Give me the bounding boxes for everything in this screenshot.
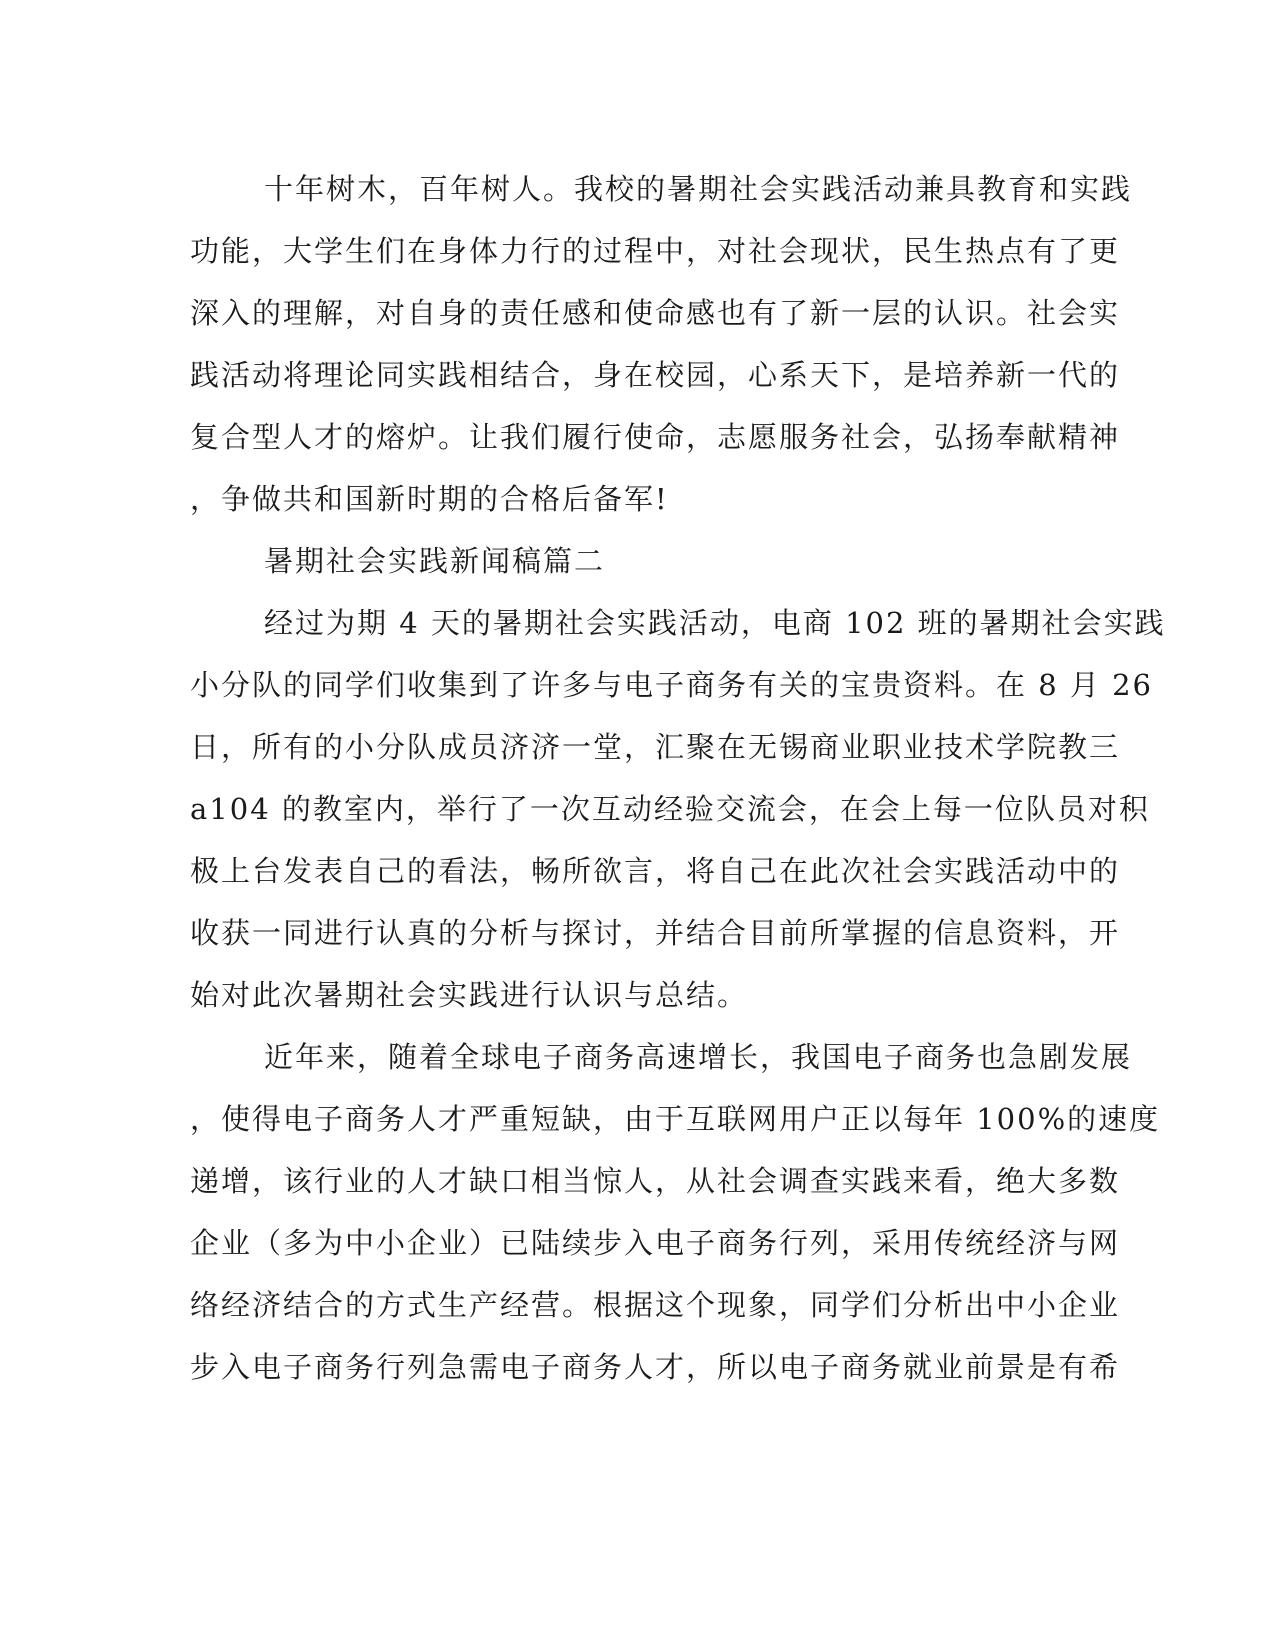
text-line: 经过为期 4 天的暑期社会实践活动，电商 102 班的暑期社会实践: [264, 606, 1166, 640]
section-heading: 暑期社会实践新闻稿篇二: [264, 544, 606, 578]
text-line: 深入的理解，对自身的责任感和使命感也有了新一层的认识。社会实: [190, 296, 1121, 330]
text-line: a104 的教室内，举行了一次互动经验交流会，在会上每一位队员对积: [190, 792, 1150, 826]
text-line: ，争做共和国新时期的合格后备军!: [190, 482, 669, 516]
text-line: 步入电子商务行列急需电子商务人才，所以电子商务就业前景是有希: [190, 1350, 1121, 1384]
text-line: ，使得电子商务人才严重短缺，由于互联网用户正以每年 100%的速度: [190, 1102, 1161, 1136]
text-line: 近年来，随着全球电子商务高速增长，我国电子商务也急剧发展: [264, 1040, 1133, 1074]
text-line: 始对此次暑期社会实践进行认识与总结。: [190, 978, 749, 1012]
text-line: 践活动将理论同实践相结合，身在校园，心系天下，是培养新一代的: [190, 358, 1121, 392]
text-line: 日，所有的小分队成员济济一堂，汇聚在无锡商业职业技术学院教三: [190, 730, 1121, 764]
text-line: 络经济结合的方式生产经营。根据这个现象，同学们分析出中小企业: [190, 1288, 1121, 1322]
text-line: 企业（多为中小企业）已陆续步入电子商务行列，采用传统经济与网: [190, 1226, 1121, 1260]
text-line: 收获一同进行认真的分析与探讨，并结合目前所掌握的信息资料，开: [190, 916, 1121, 950]
document-body: [190, 158, 1166, 1398]
text-line: 复合型人才的熔炉。让我们履行使命，志愿服务社会，弘扬奉献精神: [190, 420, 1121, 454]
text-line: 功能，大学生们在身体力行的过程中，对社会现状，民生热点有了更: [190, 234, 1121, 268]
text-line: 十年树木，百年树人。我校的暑期社会实践活动兼具教育和实践: [264, 172, 1133, 206]
text-line: 小分队的同学们收集到了许多与电子商务有关的宝贵资料。在 8 月 26: [190, 668, 1154, 702]
text-line: 极上台发表自己的看法，畅所欲言，将自己在此次社会实践活动中的: [190, 854, 1121, 888]
text-line: 递增，该行业的人才缺口相当惊人，从社会调查实践来看，绝大多数: [190, 1164, 1121, 1198]
